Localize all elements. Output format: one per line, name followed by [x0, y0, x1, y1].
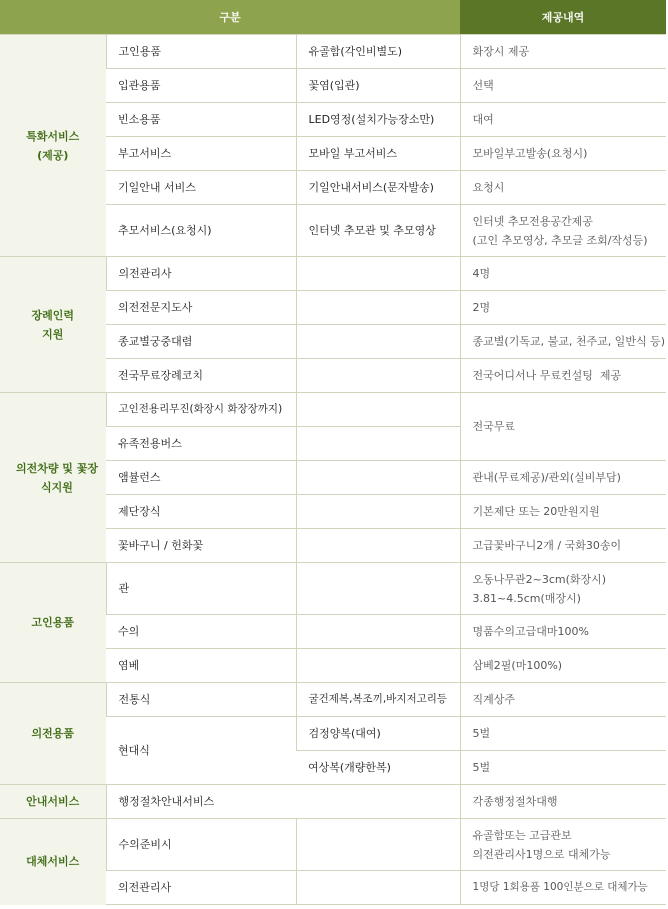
table-row: [0, 563, 666, 615]
table-row: [0, 785, 666, 819]
table-row: [0, 393, 666, 427]
item-cell: 종교별궁중대렴: [106, 325, 296, 359]
detail-cell: 4명: [460, 257, 666, 291]
detail-line: 오동나무관2~3cm(화장시): [472, 572, 607, 586]
category-label: 장례인력 지원: [31, 308, 74, 341]
item-cell: 전국무료장례코치: [106, 359, 296, 393]
sub-item-cell: [296, 819, 460, 871]
sub-item-cell: [296, 291, 460, 325]
item-cell: 꽃바구니 / 헌화꽃: [106, 529, 296, 563]
detail-cell: 1명당 1회용품 100인분으로 대체가능: [460, 871, 666, 905]
detail-cell: 기본제단 또는 20만원지원: [460, 495, 666, 529]
category-label: 특화서비스 (제공): [26, 129, 80, 162]
detail-line: (고인 추모영상, 추모글 조회/작성등): [472, 233, 648, 247]
sub-item-cell: [296, 427, 460, 461]
item-cell: 부고서비스: [106, 137, 296, 171]
detail-cell: [460, 563, 666, 615]
header-gubun: 구분: [0, 0, 460, 35]
detail-line: 의전관리사1명으로 대체가능: [472, 847, 611, 861]
detail-cell: 화장시 제공: [460, 35, 666, 69]
detail-cell: 5벌: [460, 751, 666, 785]
sub-item-cell: 유골함(각인비별도): [296, 35, 460, 69]
category-vehicle: [0, 393, 106, 563]
sub-item-cell: [296, 563, 460, 615]
detail-cell: 2명: [460, 291, 666, 325]
detail-cell: 대여: [460, 103, 666, 137]
detail-cell: 요청시: [460, 171, 666, 205]
sub-item-cell: [296, 649, 460, 683]
item-cell: 행정절차안내서비스: [106, 785, 460, 819]
item-cell: 고인용품: [106, 35, 296, 69]
sub-item-cell: 꽃염(입관): [296, 69, 460, 103]
detail-cell: 명품수의고급대마100%: [460, 615, 666, 649]
category-guide: [0, 785, 106, 819]
category-attire: [0, 683, 106, 785]
category-substitute: [0, 819, 106, 905]
item-cell: 추모서비스(요청시): [106, 205, 296, 257]
category-staff: [0, 257, 106, 393]
item-cell: 수의준비시: [106, 819, 296, 871]
item-cell: 염베: [106, 649, 296, 683]
header-detail: 제공내역: [460, 0, 666, 35]
detail-line: 유골함또는 고급관보: [472, 828, 572, 842]
sub-item-cell: [296, 461, 460, 495]
sub-item-cell: [296, 393, 460, 427]
detail-cell: 삼베2필(마100%): [460, 649, 666, 683]
detail-line: 3.81~4.5cm(매장시): [472, 591, 581, 605]
table-header-row: [0, 0, 666, 35]
detail-cell: 5벌: [460, 717, 666, 751]
item-cell: 전통식: [106, 683, 296, 717]
detail-cell: 관내(무료제공)/관외(실비부담): [460, 461, 666, 495]
sub-item-cell: [296, 257, 460, 291]
sub-item-cell: [296, 615, 460, 649]
detail-cell: [460, 819, 666, 871]
item-cell: 기일안내 서비스: [106, 171, 296, 205]
item-cell: 제단장식: [106, 495, 296, 529]
category-label: 고인용품: [31, 616, 74, 629]
table-row: [0, 35, 666, 69]
item-cell: 관: [106, 563, 296, 615]
detail-cell: 전국무료: [460, 393, 666, 461]
sub-item-cell: [296, 359, 460, 393]
item-cell: 입관용품: [106, 69, 296, 103]
table-row: [0, 257, 666, 291]
item-cell: 의전관리사: [106, 871, 296, 905]
sub-item-cell: 검정양복(대여): [296, 717, 460, 751]
sub-item-cell: [296, 495, 460, 529]
item-cell: 의전전문지도사: [106, 291, 296, 325]
table-row: [0, 819, 666, 871]
detail-cell: 전국어디서나 무료컨설팅 제공: [460, 359, 666, 393]
sub-item-cell: [296, 529, 460, 563]
category-deceased: [0, 563, 106, 683]
item-cell: 수의: [106, 615, 296, 649]
sub-item-cell: 모바일 부고서비스: [296, 137, 460, 171]
detail-cell: 고급꽃바구니2개 / 국화30송이: [460, 529, 666, 563]
sub-item-cell: 기일안내서비스(문자발송): [296, 171, 460, 205]
category-special: [0, 35, 106, 257]
item-cell: 고인전용리무진(화장시 화장장까지): [106, 393, 296, 427]
item-cell: 현대식: [106, 717, 296, 785]
detail-cell: 직계상주: [460, 683, 666, 717]
sub-item-cell: 여상복(개량한복): [296, 751, 460, 785]
category-label: 대체서비스: [26, 855, 80, 869]
detail-cell: 종교별(기독교, 불교, 천주교, 일반식 등): [460, 325, 666, 359]
category-label: 의전용품: [31, 727, 74, 740]
table-row: [0, 683, 666, 717]
item-cell: 의전관리사: [106, 257, 296, 291]
sub-item-cell: [296, 871, 460, 905]
detail-cell: 각종행정절차대행: [460, 785, 666, 819]
sub-item-cell: LED영정(설치가능장소만): [296, 103, 460, 137]
detail-cell: [460, 205, 666, 257]
detail-cell: 모바일부고발송(요청시): [460, 137, 666, 171]
item-cell: 앰뷸런스: [106, 461, 296, 495]
sub-item-cell: 인터넷 추모관 및 추모영상: [296, 205, 460, 257]
category-label: 의전차량 및 꽃장식지원: [15, 461, 99, 494]
detail-cell: 선택: [460, 69, 666, 103]
detail-line: 인터넷 추모전용공간제공: [472, 214, 593, 228]
category-label: 안내서비스: [26, 795, 80, 808]
sub-item-cell: [296, 325, 460, 359]
sub-item-cell: 굴건제복,복조끼,바지저고리등: [296, 683, 460, 717]
item-cell: 유족전용버스: [106, 427, 296, 461]
item-cell: 빈소용품: [106, 103, 296, 137]
